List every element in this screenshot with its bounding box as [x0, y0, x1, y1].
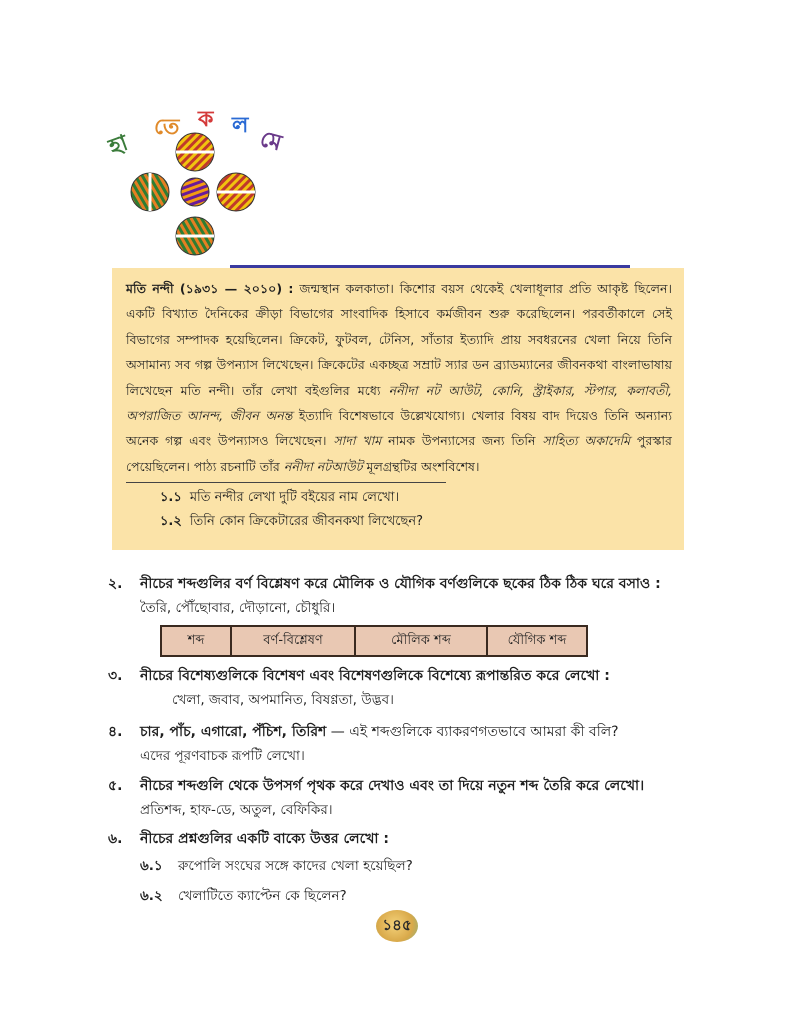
question-4: [108, 720, 688, 768]
sub-question-number: ৬.২: [140, 888, 163, 904]
logo-char-2: তে: [154, 115, 180, 140]
bio-books: ননীদা নট আউট, কোনি, স্ট্রাইকার, স্টপার, কলাবতী, অপরাজিত আনন্দ, জীবন অনন্ত: [126, 382, 672, 424]
sub-question: [140, 881, 688, 911]
bio-academy: সাহিত্য অকাদেমি: [542, 433, 631, 449]
bio-text-5: মূলগ্রন্থটির অংশবিশেষ।: [362, 458, 480, 474]
author-bio: [126, 276, 672, 479]
bio-text-4: পুরস্কার পেয়েছিলেন। পাঠ্য রচনাটি তাঁর: [126, 433, 672, 474]
sub-question: [140, 851, 688, 881]
bio-question-text: তিনি কোন ক্রিকেটারের জীবনকথা লিখেছেন?: [189, 514, 424, 530]
sub-question-text: খেলাটিতে ক্যাপ্টেন কে ছিলেন?: [178, 888, 347, 904]
author-bio-box: [112, 268, 684, 550]
bio-question: [160, 510, 672, 534]
bio-novel: সাদা খাম: [333, 433, 382, 449]
bio-question: [160, 486, 672, 510]
question-number: ৪.: [108, 724, 123, 740]
question-text: নীচের প্রশ্নগুলির একটি বাক্যে উত্তর লেখো :: [140, 831, 389, 847]
question-number: ২.: [108, 576, 123, 592]
question-words: তৈরি, পৌঁছোবার, দৌড়ানো, চৌধুরি।: [140, 600, 336, 616]
question-3: [108, 664, 688, 712]
bio-divider: [126, 482, 446, 483]
question-number: ৩.: [108, 668, 123, 684]
question-number: ৫.: [108, 778, 123, 794]
bio-text-2: ইত্যাদি বিশেষভাবে উল্লেখযোগ্য। খেলার বিষয় বাদ দিয়েও তিনি অন্যান্য অনেক গল্প এবং উপন্যাসও লিখেছেন।: [126, 408, 672, 449]
bio-text-1: জন্মস্থান কলকাতা। কিশোর বয়স থেকেই খেলাধূলার প্রতি আকৃষ্ট ছিলেন। একটি বিখ্যাত দৈনিকের ক্রীড়া বিভাগের সাংবাদিক হিসাবে কর্মজীবন শুরু করেছিলেন। পরবর্তীকালে সেই বিভাগের সম্পাদক হয়েছিলেন। ক্রিকেট, ফুটবল, টেনিস, সাঁতার ইত্যাদি প্রায় সবধরনের খেলা নিয়ে তিনি অসামান্য সব গল্প উপন্যাস লিখেছেন। ক্রিকেটের একচ্ছত্র সম্রাট স্যার ডন ব্র্যাডম্যানের জীবনকথা বাংলাভাষায় লিখেছেন মতি নন্দী। তাঁর লেখা বইগুলির মধ্যে: [126, 281, 672, 398]
bio-question-number: ১.২: [160, 514, 182, 530]
bio-source: ননীদা নটআউট: [283, 458, 363, 474]
question-2: [108, 572, 688, 620]
question-5: [108, 774, 688, 822]
logo-char-4: ল: [232, 113, 249, 138]
question-6: [108, 827, 688, 911]
bio-question-number: ১.১: [160, 490, 182, 506]
logo-char-5: মে: [257, 126, 285, 157]
bio-text-3: নামক উপন্যাসের জন্য তিনি: [381, 433, 543, 449]
logo-char-1: হা: [105, 130, 132, 161]
logo-char-3: ক: [198, 107, 214, 132]
sub-question-text: রুপোলি সংঘের সঙ্গে কাদের খেলা হয়েছিল?: [178, 858, 413, 874]
question-number: ৬.: [108, 831, 123, 847]
table-header-compound: যৌগিক শব্দ: [487, 626, 587, 656]
author-name: মতি নন্দী (১৯৩১ — ২০১০) :: [126, 281, 294, 296]
sub-question-number: ৬.১: [140, 858, 163, 874]
table-header-analysis: বর্ণ-বিশ্লেষণ: [231, 626, 355, 656]
table-header-basic: মৌলিক শব্দ: [355, 626, 487, 656]
question-text: নীচের বিশেষ্যগুলিকে বিশেষণ এবং বিশেষণগুলিকে বিশেষ্যে রূপান্তরিত করে লেখো :: [140, 668, 610, 684]
letter-analysis-table: [160, 625, 588, 657]
question-line-2: এদের পূরণবাচক রূপটি লেখো।: [140, 748, 305, 764]
table-header-word: শব্দ: [161, 626, 231, 656]
question-words: প্রতিশব্দ, হাফ-ডে, অতুল, বেফিকির।: [140, 802, 333, 818]
decorative-ornament: [128, 130, 263, 265]
question-words: খেলা, জবাব, অপমানিত, বিষণ্ণতা, উদ্ভব।: [172, 692, 394, 708]
bio-question-text: মতি নন্দীর লেখা দুটি বইয়ের নাম লেখো।: [189, 490, 400, 506]
page-number: ১৪৫: [376, 910, 418, 942]
question-text: চার, পাঁচ, এগারো, পঁচিশ, তিরিশ — এই শব্দগুলিকে ব্যাকরণগতভাবে আমরা কী বলি?: [140, 724, 619, 740]
question-text: নীচের শব্দগুলির বর্ণ বিশ্লেষণ করে মৌলিক ও যৌগিক বর্ণগুলিকে ছকের ঠিক ঠিক ঘরে বসাও :: [140, 576, 661, 592]
question-text: নীচের শব্দগুলি থেকে উপসর্গ পৃথক করে দেখাও এবং তা দিয়ে নতুন শব্দ তৈরি করে লেখো।: [140, 778, 645, 794]
